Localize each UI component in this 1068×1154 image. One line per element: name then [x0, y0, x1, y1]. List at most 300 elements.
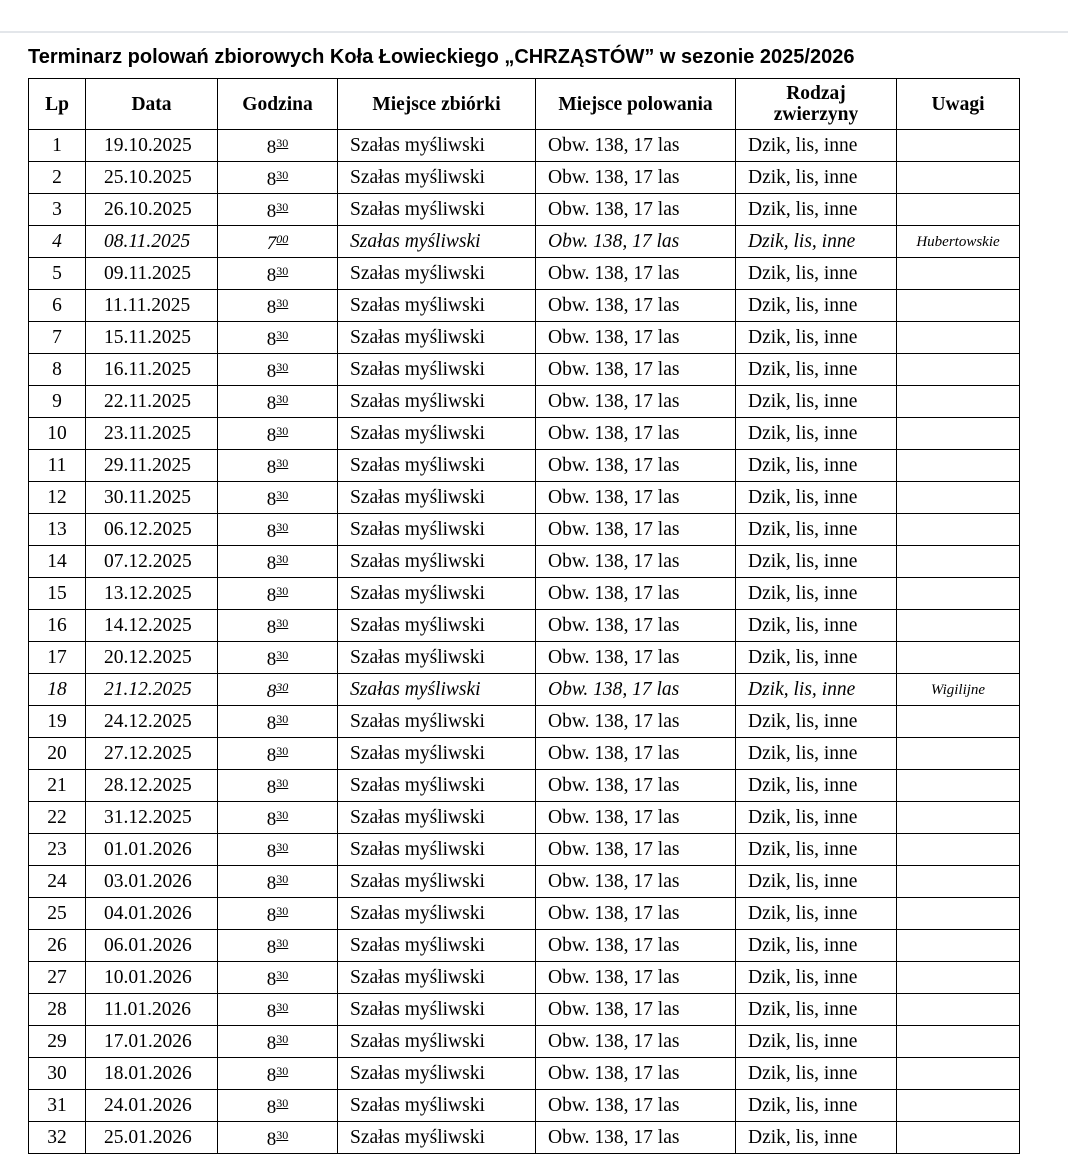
cell-godzina — [218, 866, 338, 898]
cell-uwagi — [897, 802, 1020, 834]
cell-rodzaj-zwierzyny: Dzik, lis, inne — [736, 162, 897, 194]
cell-miejsce-polowania: Obw. 138, 17 las — [536, 674, 736, 706]
cell-miejsce-polowania: Obw. 138, 17 las — [536, 194, 736, 226]
cell-miejsce-zbiorki: Szałas myśliwski — [338, 930, 536, 962]
cell-rodzaj-zwierzyny: Dzik, lis, inne — [736, 354, 897, 386]
header-rodzaj-zwierzyny — [736, 79, 897, 130]
cell-miejsce-polowania: Obw. 138, 17 las — [536, 450, 736, 482]
table-row — [29, 802, 1020, 834]
header-data: Data — [86, 79, 218, 130]
cell-rodzaj-zwierzyny: Dzik, lis, inne — [736, 130, 897, 162]
cell-data: 17.01.2026 — [86, 1026, 218, 1058]
minute-value: 30 — [276, 552, 289, 566]
cell-data: 07.12.2025 — [86, 546, 218, 578]
cell-miejsce-zbiorki: Szałas myśliwski — [338, 898, 536, 930]
cell-miejsce-zbiorki: Szałas myśliwski — [338, 706, 536, 738]
cell-miejsce-polowania: Obw. 138, 17 las — [536, 962, 736, 994]
cell-miejsce-polowania: Obw. 138, 17 las — [536, 1058, 736, 1090]
cell-godzina — [218, 962, 338, 994]
cell-miejsce-polowania: Obw. 138, 17 las — [536, 514, 736, 546]
cell-miejsce-zbiorki: Szałas myśliwski — [338, 418, 536, 450]
cell-uwagi — [897, 322, 1020, 354]
cell-godzina — [218, 1122, 338, 1154]
cell-miejsce-zbiorki: Szałas myśliwski — [338, 450, 536, 482]
minute-value: 30 — [276, 296, 289, 310]
cell-godzina — [218, 450, 338, 482]
cell-data: 15.11.2025 — [86, 322, 218, 354]
cell-miejsce-polowania: Obw. 138, 17 las — [536, 642, 736, 674]
hour-value: 8 — [266, 905, 277, 926]
cell-uwagi — [897, 642, 1020, 674]
cell-godzina — [218, 898, 338, 930]
cell-godzina — [218, 1090, 338, 1122]
table-row — [29, 130, 1020, 162]
cell-rodzaj-zwierzyny: Dzik, lis, inne — [736, 1090, 897, 1122]
table-row — [29, 226, 1020, 258]
hour-value: 8 — [266, 1033, 277, 1054]
cell-godzina — [218, 1058, 338, 1090]
minute-value: 30 — [276, 1000, 289, 1014]
cell-data: 22.11.2025 — [86, 386, 218, 418]
table-row — [29, 1090, 1020, 1122]
cell-uwagi — [897, 994, 1020, 1026]
cell-miejsce-polowania: Obw. 138, 17 las — [536, 482, 736, 514]
minute-value: 30 — [276, 872, 289, 886]
hour-value: 8 — [266, 1129, 277, 1150]
minute-value: 30 — [276, 1096, 289, 1110]
cell-data: 23.11.2025 — [86, 418, 218, 450]
cell-miejsce-zbiorki: Szałas myśliwski — [338, 802, 536, 834]
cell-godzina — [218, 162, 338, 194]
table-row — [29, 866, 1020, 898]
cell-miejsce-polowania: Obw. 138, 17 las — [536, 770, 736, 802]
cell-rodzaj-zwierzyny: Dzik, lis, inne — [736, 514, 897, 546]
cell-uwagi — [897, 866, 1020, 898]
cell-miejsce-polowania: Obw. 138, 17 las — [536, 226, 736, 258]
table-row — [29, 322, 1020, 354]
table-row — [29, 1026, 1020, 1058]
cell-lp: 18 — [29, 674, 86, 706]
table-row — [29, 898, 1020, 930]
cell-lp: 28 — [29, 994, 86, 1026]
cell-lp: 11 — [29, 450, 86, 482]
cell-data: 20.12.2025 — [86, 642, 218, 674]
table-row — [29, 706, 1020, 738]
minute-value: 30 — [276, 168, 289, 182]
cell-miejsce-zbiorki: Szałas myśliwski — [338, 834, 536, 866]
cell-rodzaj-zwierzyny: Dzik, lis, inne — [736, 226, 897, 258]
cell-miejsce-polowania: Obw. 138, 17 las — [536, 802, 736, 834]
document-title: Terminarz polowań zbiorowych Koła Łowieckiego „CHRZĄSTÓW” w sezonie 2025/2026 — [28, 46, 855, 68]
cell-lp: 15 — [29, 578, 86, 610]
hour-value: 8 — [266, 489, 277, 510]
cell-miejsce-polowania: Obw. 138, 17 las — [536, 386, 736, 418]
cell-miejsce-polowania: Obw. 138, 17 las — [536, 1122, 736, 1154]
cell-data: 11.11.2025 — [86, 290, 218, 322]
cell-miejsce-polowania: Obw. 138, 17 las — [536, 1026, 736, 1058]
cell-rodzaj-zwierzyny: Dzik, lis, inne — [736, 1026, 897, 1058]
hour-value: 8 — [266, 361, 277, 382]
cell-uwagi — [897, 898, 1020, 930]
cell-rodzaj-zwierzyny: Dzik, lis, inne — [736, 418, 897, 450]
cell-uwagi — [897, 1058, 1020, 1090]
cell-godzina — [218, 610, 338, 642]
cell-data: 09.11.2025 — [86, 258, 218, 290]
cell-rodzaj-zwierzyny: Dzik, lis, inne — [736, 834, 897, 866]
cell-rodzaj-zwierzyny: Dzik, lis, inne — [736, 770, 897, 802]
table-row — [29, 450, 1020, 482]
hour-value: 8 — [266, 969, 277, 990]
cell-lp: 20 — [29, 738, 86, 770]
cell-miejsce-zbiorki: Szałas myśliwski — [338, 578, 536, 610]
cell-miejsce-polowania: Obw. 138, 17 las — [536, 354, 736, 386]
cell-rodzaj-zwierzyny: Dzik, lis, inne — [736, 930, 897, 962]
cell-lp: 19 — [29, 706, 86, 738]
table-row — [29, 258, 1020, 290]
cell-godzina — [218, 194, 338, 226]
hour-value: 8 — [266, 809, 277, 830]
table-row — [29, 162, 1020, 194]
cell-godzina — [218, 738, 338, 770]
hour-value: 8 — [266, 553, 277, 574]
cell-lp: 22 — [29, 802, 86, 834]
cell-miejsce-polowania: Obw. 138, 17 las — [536, 258, 736, 290]
minute-value: 00 — [276, 232, 289, 246]
cell-godzina — [218, 578, 338, 610]
cell-lp: 10 — [29, 418, 86, 450]
cell-godzina — [218, 290, 338, 322]
cell-uwagi — [897, 834, 1020, 866]
table-row — [29, 290, 1020, 322]
cell-miejsce-polowania: Obw. 138, 17 las — [536, 994, 736, 1026]
cell-data: 25.10.2025 — [86, 162, 218, 194]
table-row — [29, 930, 1020, 962]
hour-value: 8 — [266, 329, 277, 350]
header-rodzaj-line1: Rodzaj — [786, 83, 846, 104]
cell-rodzaj-zwierzyny: Dzik, lis, inne — [736, 802, 897, 834]
cell-rodzaj-zwierzyny: Dzik, lis, inne — [736, 1122, 897, 1154]
cell-godzina — [218, 770, 338, 802]
cell-rodzaj-zwierzyny: Dzik, lis, inne — [736, 258, 897, 290]
cell-miejsce-zbiorki: Szałas myśliwski — [338, 514, 536, 546]
cell-miejsce-polowania: Obw. 138, 17 las — [536, 322, 736, 354]
minute-value: 30 — [276, 424, 289, 438]
cell-lp: 4 — [29, 226, 86, 258]
minute-value: 30 — [276, 776, 289, 790]
hour-value: 8 — [266, 425, 277, 446]
minute-value: 30 — [276, 1032, 289, 1046]
cell-rodzaj-zwierzyny: Dzik, lis, inne — [736, 546, 897, 578]
hour-value: 8 — [266, 713, 277, 734]
table-row — [29, 354, 1020, 386]
cell-rodzaj-zwierzyny: Dzik, lis, inne — [736, 450, 897, 482]
cell-godzina — [218, 418, 338, 450]
cell-uwagi: Hubertowskie — [897, 226, 1020, 258]
cell-miejsce-zbiorki: Szałas myśliwski — [338, 610, 536, 642]
table-row — [29, 962, 1020, 994]
cell-miejsce-zbiorki: Szałas myśliwski — [338, 1026, 536, 1058]
minute-value: 30 — [276, 456, 289, 470]
cell-miejsce-polowania: Obw. 138, 17 las — [536, 578, 736, 610]
hour-value: 8 — [266, 1001, 277, 1022]
header-miejsce-polowania: Miejsce polowania — [536, 79, 736, 130]
cell-rodzaj-zwierzyny: Dzik, lis, inne — [736, 962, 897, 994]
cell-uwagi — [897, 1090, 1020, 1122]
cell-data: 10.01.2026 — [86, 962, 218, 994]
hour-value: 8 — [266, 585, 277, 606]
table-row — [29, 994, 1020, 1026]
cell-uwagi — [897, 194, 1020, 226]
cell-uwagi — [897, 610, 1020, 642]
cell-miejsce-polowania: Obw. 138, 17 las — [536, 418, 736, 450]
cell-data: 29.11.2025 — [86, 450, 218, 482]
cell-godzina — [218, 546, 338, 578]
cell-miejsce-zbiorki: Szałas myśliwski — [338, 962, 536, 994]
header-lp: Lp — [29, 79, 86, 130]
cell-rodzaj-zwierzyny: Dzik, lis, inne — [736, 290, 897, 322]
table-row — [29, 1058, 1020, 1090]
cell-rodzaj-zwierzyny: Dzik, lis, inne — [736, 482, 897, 514]
cell-godzina — [218, 834, 338, 866]
cell-miejsce-polowania: Obw. 138, 17 las — [536, 866, 736, 898]
cell-uwagi — [897, 578, 1020, 610]
cell-godzina — [218, 130, 338, 162]
cell-rodzaj-zwierzyny: Dzik, lis, inne — [736, 578, 897, 610]
hour-value: 8 — [266, 1097, 277, 1118]
minute-value: 30 — [276, 616, 289, 630]
cell-lp: 30 — [29, 1058, 86, 1090]
cell-lp: 29 — [29, 1026, 86, 1058]
cell-lp: 17 — [29, 642, 86, 674]
minute-value: 30 — [276, 712, 289, 726]
cell-lp: 23 — [29, 834, 86, 866]
hour-value: 8 — [266, 681, 277, 702]
cell-uwagi — [897, 482, 1020, 514]
cell-miejsce-polowania: Obw. 138, 17 las — [536, 546, 736, 578]
hour-value: 8 — [266, 201, 277, 222]
cell-miejsce-zbiorki: Szałas myśliwski — [338, 674, 536, 706]
table-row — [29, 514, 1020, 546]
cell-lp: 1 — [29, 130, 86, 162]
cell-lp: 5 — [29, 258, 86, 290]
hour-value: 8 — [266, 649, 277, 670]
table-row — [29, 482, 1020, 514]
minute-value: 30 — [276, 360, 289, 374]
hour-value: 8 — [266, 937, 277, 958]
cell-lp: 13 — [29, 514, 86, 546]
cell-uwagi — [897, 962, 1020, 994]
cell-godzina — [218, 354, 338, 386]
hour-value: 8 — [266, 457, 277, 478]
cell-godzina — [218, 706, 338, 738]
header-miejsce-zbiorki: Miejsce zbiórki — [338, 79, 536, 130]
table-row — [29, 194, 1020, 226]
cell-data: 28.12.2025 — [86, 770, 218, 802]
cell-miejsce-polowania: Obw. 138, 17 las — [536, 130, 736, 162]
cell-lp: 27 — [29, 962, 86, 994]
hour-value: 8 — [266, 777, 277, 798]
minute-value: 30 — [276, 328, 289, 342]
cell-lp: 21 — [29, 770, 86, 802]
cell-uwagi — [897, 738, 1020, 770]
cell-godzina — [218, 994, 338, 1026]
cell-rodzaj-zwierzyny: Dzik, lis, inne — [736, 706, 897, 738]
cell-data: 06.12.2025 — [86, 514, 218, 546]
minute-value: 30 — [276, 680, 289, 694]
cell-miejsce-zbiorki: Szałas myśliwski — [338, 226, 536, 258]
cell-data: 08.11.2025 — [86, 226, 218, 258]
cell-godzina — [218, 930, 338, 962]
cell-data: 18.01.2026 — [86, 1058, 218, 1090]
cell-miejsce-zbiorki: Szałas myśliwski — [338, 290, 536, 322]
cell-miejsce-zbiorki: Szałas myśliwski — [338, 386, 536, 418]
table-row — [29, 770, 1020, 802]
cell-lp: 26 — [29, 930, 86, 962]
cell-uwagi — [897, 1026, 1020, 1058]
cell-miejsce-zbiorki: Szałas myśliwski — [338, 162, 536, 194]
cell-uwagi — [897, 1122, 1020, 1154]
cell-data: 24.01.2026 — [86, 1090, 218, 1122]
cell-rodzaj-zwierzyny: Dzik, lis, inne — [736, 642, 897, 674]
cell-miejsce-zbiorki: Szałas myśliwski — [338, 994, 536, 1026]
minute-value: 30 — [276, 392, 289, 406]
minute-value: 30 — [276, 264, 289, 278]
table-header-row — [29, 79, 1020, 130]
hour-value: 8 — [266, 1065, 277, 1086]
cell-uwagi: Wigilijne — [897, 674, 1020, 706]
cell-data: 26.10.2025 — [86, 194, 218, 226]
cell-data: 16.11.2025 — [86, 354, 218, 386]
cell-rodzaj-zwierzyny: Dzik, lis, inne — [736, 994, 897, 1026]
cell-miejsce-zbiorki: Szałas myśliwski — [338, 1058, 536, 1090]
cell-rodzaj-zwierzyny: Dzik, lis, inne — [736, 1058, 897, 1090]
cell-lp: 25 — [29, 898, 86, 930]
cell-godzina — [218, 226, 338, 258]
cell-lp: 14 — [29, 546, 86, 578]
hour-value: 8 — [266, 137, 277, 158]
cell-miejsce-zbiorki: Szałas myśliwski — [338, 1122, 536, 1154]
cell-godzina — [218, 802, 338, 834]
cell-lp: 32 — [29, 1122, 86, 1154]
cell-lp: 8 — [29, 354, 86, 386]
cell-miejsce-zbiorki: Szałas myśliwski — [338, 322, 536, 354]
cell-lp: 16 — [29, 610, 86, 642]
cell-uwagi — [897, 162, 1020, 194]
minute-value: 30 — [276, 200, 289, 214]
minute-value: 30 — [276, 744, 289, 758]
cell-data: 19.10.2025 — [86, 130, 218, 162]
minute-value: 30 — [276, 488, 289, 502]
cell-miejsce-zbiorki: Szałas myśliwski — [338, 482, 536, 514]
cell-lp: 9 — [29, 386, 86, 418]
hour-value: 7 — [266, 233, 277, 254]
cell-miejsce-polowania: Obw. 138, 17 las — [536, 1090, 736, 1122]
table-row — [29, 418, 1020, 450]
cell-data: 25.01.2026 — [86, 1122, 218, 1154]
minute-value: 30 — [276, 1128, 289, 1142]
minute-value: 30 — [276, 968, 289, 982]
cell-data: 27.12.2025 — [86, 738, 218, 770]
cell-data: 06.01.2026 — [86, 930, 218, 962]
cell-uwagi — [897, 930, 1020, 962]
cell-uwagi — [897, 450, 1020, 482]
table-row — [29, 578, 1020, 610]
hour-value: 8 — [266, 265, 277, 286]
cell-miejsce-zbiorki: Szałas myśliwski — [338, 770, 536, 802]
cell-miejsce-polowania: Obw. 138, 17 las — [536, 898, 736, 930]
hunting-schedule-table — [28, 78, 1020, 1154]
table-row — [29, 1122, 1020, 1154]
cell-uwagi — [897, 290, 1020, 322]
header-godzina: Godzina — [218, 79, 338, 130]
cell-miejsce-zbiorki: Szałas myśliwski — [338, 1090, 536, 1122]
cell-rodzaj-zwierzyny: Dzik, lis, inne — [736, 194, 897, 226]
cell-lp: 12 — [29, 482, 86, 514]
cell-miejsce-polowania: Obw. 138, 17 las — [536, 162, 736, 194]
table-row — [29, 546, 1020, 578]
cell-uwagi — [897, 514, 1020, 546]
hour-value: 8 — [266, 873, 277, 894]
cell-miejsce-zbiorki: Szałas myśliwski — [338, 546, 536, 578]
cell-godzina — [218, 514, 338, 546]
cell-uwagi — [897, 546, 1020, 578]
cell-lp: 6 — [29, 290, 86, 322]
cell-uwagi — [897, 386, 1020, 418]
cell-miejsce-polowania: Obw. 138, 17 las — [536, 930, 736, 962]
cell-data: 31.12.2025 — [86, 802, 218, 834]
minute-value: 30 — [276, 136, 289, 150]
cell-miejsce-zbiorki: Szałas myśliwski — [338, 866, 536, 898]
hour-value: 8 — [266, 393, 277, 414]
table-row — [29, 674, 1020, 706]
hour-value: 8 — [266, 521, 277, 542]
cell-miejsce-polowania: Obw. 138, 17 las — [536, 738, 736, 770]
cell-rodzaj-zwierzyny: Dzik, lis, inne — [736, 898, 897, 930]
header-uwagi: Uwagi — [897, 79, 1020, 130]
hour-value: 8 — [266, 297, 277, 318]
minute-value: 30 — [276, 840, 289, 854]
minute-value: 30 — [276, 904, 289, 918]
cell-rodzaj-zwierzyny: Dzik, lis, inne — [736, 738, 897, 770]
cell-godzina — [218, 642, 338, 674]
hour-value: 8 — [266, 617, 277, 638]
cell-lp: 2 — [29, 162, 86, 194]
minute-value: 30 — [276, 584, 289, 598]
hour-value: 8 — [266, 745, 277, 766]
cell-uwagi — [897, 418, 1020, 450]
cell-miejsce-polowania: Obw. 138, 17 las — [536, 706, 736, 738]
cell-godzina — [218, 258, 338, 290]
hour-value: 8 — [266, 169, 277, 190]
cell-data: 24.12.2025 — [86, 706, 218, 738]
cell-data: 01.01.2026 — [86, 834, 218, 866]
cell-godzina — [218, 386, 338, 418]
cell-data: 03.01.2026 — [86, 866, 218, 898]
cell-data: 30.11.2025 — [86, 482, 218, 514]
cell-miejsce-zbiorki: Szałas myśliwski — [338, 194, 536, 226]
cell-miejsce-zbiorki: Szałas myśliwski — [338, 738, 536, 770]
cell-godzina — [218, 1026, 338, 1058]
cell-miejsce-zbiorki: Szałas myśliwski — [338, 258, 536, 290]
table-row — [29, 834, 1020, 866]
cell-data: 13.12.2025 — [86, 578, 218, 610]
cell-data: 11.01.2026 — [86, 994, 218, 1026]
cell-rodzaj-zwierzyny: Dzik, lis, inne — [736, 322, 897, 354]
top-divider — [0, 31, 1068, 33]
table-row — [29, 610, 1020, 642]
table-row — [29, 738, 1020, 770]
minute-value: 30 — [276, 1064, 289, 1078]
